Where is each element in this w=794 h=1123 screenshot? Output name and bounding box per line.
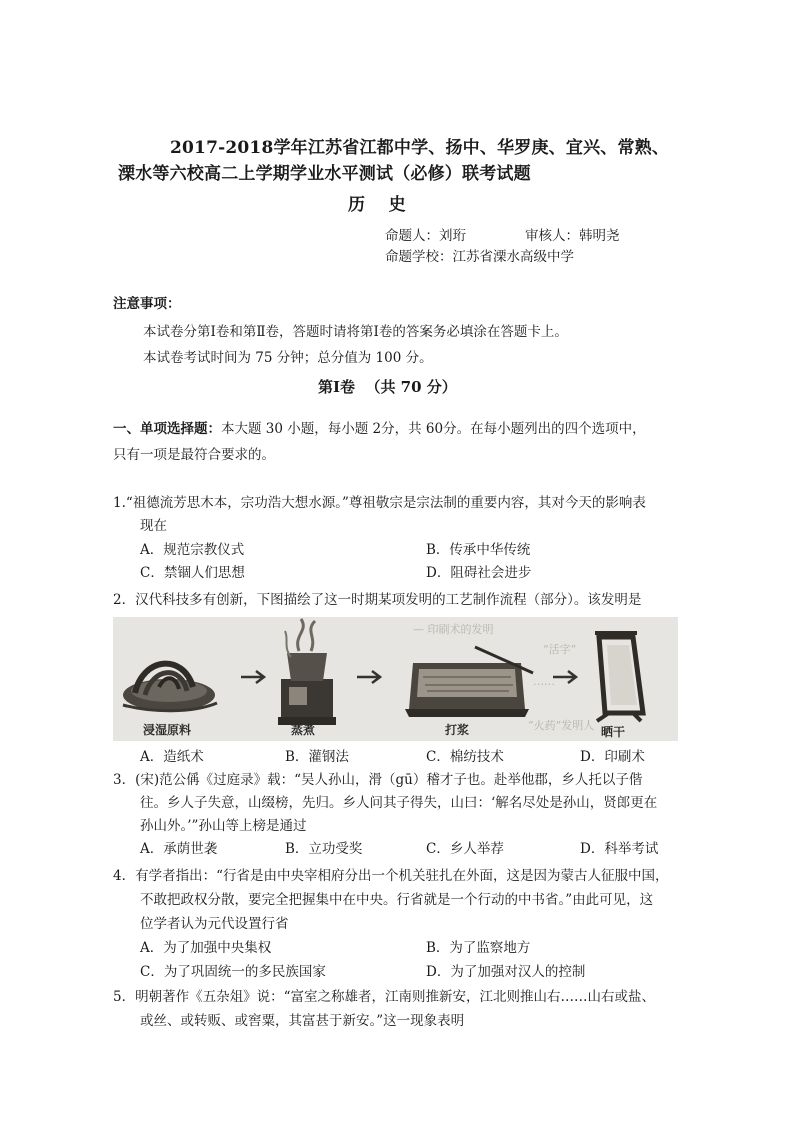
q1-option-a: A．规范宗教仪式 bbox=[140, 542, 245, 558]
q2-option-a: A．造纸术 bbox=[140, 749, 204, 765]
q2-option-c: C．棉纺技术 bbox=[426, 749, 504, 765]
q3-option-a: A．承荫世袭 bbox=[140, 841, 218, 857]
exam-title-line2: 溧水等六校高二上学期学业水平测试（必修）联考试题 bbox=[118, 164, 531, 184]
q2-option-d: D．印刷术 bbox=[580, 749, 645, 765]
process-illustration bbox=[113, 617, 678, 741]
q4-option-b: B．为了监察地方 bbox=[426, 940, 531, 956]
notice-line1: 本试卷分第Ⅰ卷和第Ⅱ卷，答题时请将第Ⅰ卷的答案务必填涂在答题卡上。 bbox=[143, 324, 568, 340]
q2-option-b: B．灌钢法 bbox=[285, 749, 349, 765]
q4-line3: 位学者认为元代设置行省 bbox=[140, 916, 289, 932]
arrow-2-icon bbox=[357, 671, 380, 683]
q1-line1: 1.“祖德流芳思木本，宗功浩大想水源。”尊祖敬宗是宗法制的重要内容，其对今天的影响表 bbox=[113, 495, 646, 511]
q4-option-a: A．为了加强中央集权 bbox=[140, 940, 272, 956]
school: 命题学校：江苏省溧水高级中学 bbox=[385, 249, 574, 265]
part1-heading: 第Ⅰ卷 （共 70 分） bbox=[318, 378, 457, 396]
steaming-pot-icon bbox=[278, 619, 336, 725]
reviewer: 审核人：韩明尧 bbox=[525, 228, 620, 244]
notice-line2: 本试卷考试时间为 75 分钟；总分值为 100 分。 bbox=[143, 350, 433, 366]
step-label-pulp: 打浆 bbox=[445, 723, 470, 737]
step-label-soak: 浸湿原料 bbox=[143, 723, 192, 737]
step-label-steam: 蒸煮 bbox=[291, 723, 316, 737]
section-intro bbox=[113, 417, 646, 437]
step-label-dry: 晒干 bbox=[601, 725, 626, 739]
q4-option-d: D．为了加强对汉人的控制 bbox=[426, 964, 586, 980]
q1-option-b: B．传承中华传统 bbox=[426, 542, 531, 558]
q3-line3: 孙山外。’”孙山等上榜是通过 bbox=[140, 818, 307, 834]
q2-line1: 2．汉代科技多有创新，下图描绘了这一时期某项发明的工艺制作流程（部分）。该发明是 bbox=[113, 592, 642, 608]
q1-option-c: C．禁锢人们思想 bbox=[140, 565, 245, 581]
q5-line2: 或丝、或转贩、或窖粟，其富甚于新安。”这一现象表明 bbox=[140, 1013, 465, 1029]
arrow-3-icon bbox=[553, 671, 576, 683]
q3-option-b: B．立功受奖 bbox=[285, 841, 363, 857]
soaked-material-icon bbox=[123, 664, 217, 711]
section-desc1: 本大题 30 小题，每小题 2分，共 60分。在每小题列出的四个选项中， bbox=[221, 421, 646, 437]
pulping-vat-icon bbox=[405, 647, 533, 717]
subject-title: 历 史 bbox=[348, 195, 406, 215]
exam-title-line1: 2017-2018学年江苏省江都中学、扬中、华罗庚、宜兴、常熟、 bbox=[170, 138, 670, 158]
arrow-1-icon bbox=[241, 671, 264, 683]
q4-option-c: C．为了巩固统一的多民族国家 bbox=[140, 964, 326, 980]
q4-line1: 4．有学者指出：“行省是由中央宰相府分出一个机关驻扎在外面，这是因为蒙古人征服中国， bbox=[113, 868, 669, 884]
papermaking-process-figure: — 印刷术的发明 “活字” …… “火药”发明人 浸湿原料 蒸煮 打浆 晒干 bbox=[113, 617, 678, 741]
notice-heading: 注意事项： bbox=[113, 296, 181, 312]
q3-option-d: D．科举考试 bbox=[580, 841, 659, 857]
section-label: 一、单项选择题： bbox=[113, 421, 221, 437]
drying-frame-icon bbox=[595, 633, 643, 721]
q3-line2: 往。乡人子失意，山缀榜，先归。乡人问其子得失，山曰：‘解名尽处是孙山，贤郎更在 bbox=[140, 795, 658, 811]
q1-option-d: D．阻碍社会进步 bbox=[426, 565, 532, 581]
author: 命题人：刘珩 bbox=[385, 228, 466, 244]
section-desc2: 只有一项是最符合要求的。 bbox=[113, 447, 275, 463]
q1-line2: 现在 bbox=[140, 518, 167, 534]
q3-option-c: C．乡人举荐 bbox=[426, 841, 504, 857]
q5-line1: 5．明朝著作《五杂俎》说：“富室之称雄者，江南则推新安，江北则推山右……山右或盐、 bbox=[113, 989, 655, 1005]
q3-line1: 3．(宋)范公偁《过庭录》载：“吴人孙山，滑（gū）稽才子也。赴举他郡，乡人托以子偕 bbox=[113, 772, 643, 788]
q4-line2: 不敢把政权分散，要完全把握集中在中央。行省就是一个行动的中书省。”由此可见，这 bbox=[140, 892, 654, 908]
